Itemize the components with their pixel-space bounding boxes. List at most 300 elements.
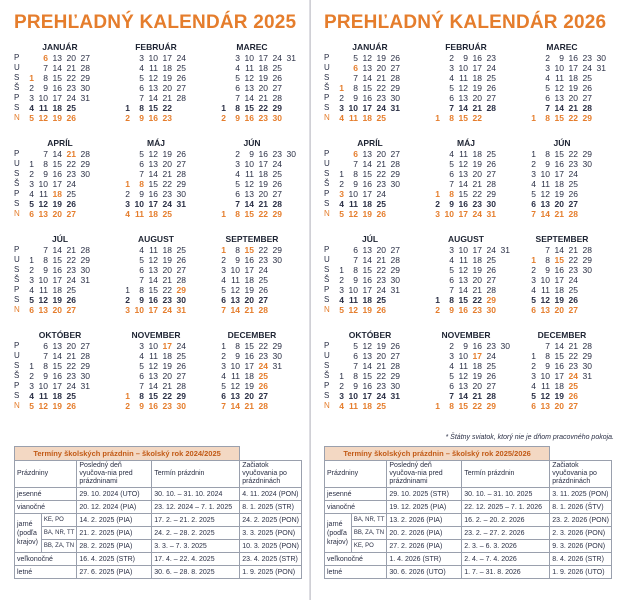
calendar-day: 26 [176, 255, 186, 265]
calendar-day: 5 [449, 371, 454, 381]
calendar-day: 4 [221, 371, 226, 381]
calendar-day: 23 [376, 179, 386, 189]
calendar-day: 2 [221, 255, 226, 265]
calendar-day: 5 [235, 179, 240, 189]
weekday-letter: S [14, 391, 20, 400]
calendar-day: 27 [272, 83, 282, 93]
calendar-day: 22 [376, 83, 386, 93]
month-september [204, 234, 300, 316]
row-regions: BA, NR, TT [351, 514, 387, 527]
calendar-day: 26 [568, 295, 578, 305]
calendar-day: 1 [531, 113, 536, 123]
weekday-row [322, 149, 418, 159]
weekday-row [108, 113, 204, 123]
calendar-day: 20 [376, 63, 386, 73]
month-name: MAREC [236, 42, 268, 52]
calendar-day: 24 [486, 351, 496, 361]
calendar-day: 1 [435, 189, 440, 199]
weekday-letter: P [324, 245, 330, 254]
calendar-day: 29 [582, 351, 592, 361]
calendar-day: 31 [390, 285, 400, 295]
calendar-day: 15 [554, 149, 564, 159]
calendar-day: 16 [362, 381, 372, 391]
calendar-day: 2 [545, 53, 550, 63]
calendar-day: 14 [148, 93, 158, 103]
month-name: APRÍL [357, 138, 383, 148]
calendar-day: 4 [339, 295, 344, 305]
calendar-day: 1 [339, 265, 344, 275]
calendar-day: 30 [390, 381, 400, 391]
weekday-row [418, 199, 514, 209]
calendar-day: 17 [52, 381, 62, 391]
calendar-day: 5 [221, 285, 226, 295]
weekday-row [108, 275, 204, 285]
weekday-row [322, 199, 418, 209]
row-start: 9. 3. 2026 (PON) [550, 540, 612, 553]
calendar-day: 24 [162, 199, 172, 209]
calendar-day: 6 [353, 149, 358, 159]
calendar-day: 28 [582, 245, 592, 255]
calendar-day: 28 [582, 341, 592, 351]
calendar-day: 3 [339, 189, 344, 199]
weekday-row [322, 295, 418, 305]
calendar-day: 4 [29, 189, 34, 199]
calendar-day: 2 [339, 93, 344, 103]
calendar-day: 31 [390, 103, 400, 113]
calendar-day: 27 [176, 265, 186, 275]
weekday-row [514, 83, 610, 93]
calendar-day: 2 [339, 381, 344, 391]
calendar-day: 29 [486, 189, 496, 199]
calendar-day: 2 [29, 371, 34, 381]
month-name: MÁJ [147, 138, 165, 148]
calendar-day: 24 [568, 275, 578, 285]
calendar-day: 1 [531, 255, 536, 265]
calendar-day: 12 [148, 255, 158, 265]
calendar-day: 13 [52, 341, 62, 351]
calendar-day: 5 [339, 305, 344, 315]
weekday-row [322, 103, 418, 113]
spring-label: jarné (podľa krajov) [15, 514, 42, 553]
calendar-day: 7 [43, 63, 48, 73]
weekday-row [514, 199, 610, 209]
calendar-day: 20 [554, 199, 564, 209]
calendar-day: 14 [52, 149, 62, 159]
calendar-day: 10 [148, 341, 158, 351]
calendar-day: 13 [148, 159, 158, 169]
calendar-day: 1 [339, 169, 344, 179]
weekday-row [12, 149, 108, 159]
month-apríl [12, 138, 108, 220]
month-december [204, 330, 300, 412]
month-august [108, 234, 204, 316]
weekday-row [322, 83, 418, 93]
calendar-day: 28 [80, 245, 90, 255]
calendar-day: 1 [531, 149, 536, 159]
calendar-day: 3 [29, 179, 34, 189]
calendar-day: 16 [458, 199, 468, 209]
calendar-day: 8 [235, 245, 240, 255]
calendar-day: 20 [52, 209, 62, 219]
row-term: 2. 3. – 6. 3. 2026 [462, 540, 550, 553]
weekday-row [514, 63, 610, 73]
calendar-day: 6 [139, 265, 144, 275]
calendar-day: 3 [125, 199, 130, 209]
row-start: 1. 9. 2025 (PON) [240, 566, 302, 579]
calendar-day: 1 [435, 295, 440, 305]
calendar-day: 19 [554, 295, 564, 305]
row-last-day: 19. 12. 2025 (PIA) [387, 501, 462, 514]
calendar-day: 15 [554, 113, 564, 123]
month-name: SEPTEMBER [535, 234, 589, 244]
calendar-day: 15 [148, 391, 158, 401]
calendar-day: 9 [559, 53, 564, 63]
calendar-day: 5 [531, 295, 536, 305]
calendar-day: 29 [176, 285, 186, 295]
row-last-day: 30. 6. 2026 (UTO) [387, 566, 462, 579]
weekday-letter: S [14, 199, 20, 208]
weekday-letter: S [324, 361, 330, 370]
calendar-day: 12 [458, 83, 468, 93]
calendar-day: 15 [458, 295, 468, 305]
weekday-row [204, 295, 300, 305]
calendar-day: 20 [554, 401, 564, 411]
weekday-row [204, 341, 300, 351]
calendar-day: 19 [472, 371, 482, 381]
calendar-day: 25 [66, 103, 76, 113]
calendar-day: 31 [486, 209, 496, 219]
weekday-letter: U [324, 351, 330, 360]
calendar-day: 15 [362, 371, 372, 381]
row-label: letné [15, 566, 77, 579]
weekday-row [322, 255, 418, 265]
calendar-day: 11 [459, 149, 468, 159]
calendar-day: 13 [458, 169, 468, 179]
calendar-day: 3 [545, 63, 550, 73]
calendar-day: 16 [244, 113, 254, 123]
calendar-day: 3 [235, 53, 240, 63]
calendar-day: 6 [531, 401, 536, 411]
calendar-day: 21 [376, 255, 386, 265]
calendar-day: 8 [43, 255, 48, 265]
weekday-row [108, 381, 204, 391]
weekday-row [108, 361, 204, 371]
calendar-day: 22 [162, 391, 172, 401]
calendar-day: 27 [582, 93, 592, 103]
table-row [325, 553, 612, 566]
weekday-letter: P [14, 149, 20, 158]
calendar-day: 17 [554, 169, 564, 179]
weekday-row [204, 209, 300, 219]
calendar-day: 27 [390, 63, 400, 73]
calendar-day: 11 [39, 285, 48, 295]
calendar-day: 9 [235, 351, 240, 361]
weekday-row [204, 113, 300, 123]
calendar-day: 24 [176, 53, 186, 63]
weekday-row [108, 285, 204, 295]
calendar-day: 31 [500, 245, 510, 255]
calendar-day: 9 [139, 189, 144, 199]
calendar-day: 22 [162, 103, 172, 113]
calendar-day: 29 [176, 179, 186, 189]
table-caption: Termíny školských prázdnin – školský rok 2025/2026 [325, 447, 550, 461]
calendar-day: 12 [554, 83, 564, 93]
calendar-day: 29 [486, 401, 496, 411]
calendar-day: 6 [353, 63, 358, 73]
weekday-row [514, 285, 610, 295]
calendar-day: 25 [66, 189, 76, 199]
weekday-row [418, 53, 514, 63]
calendar-day: 21 [376, 73, 386, 83]
table-caption: Termíny školských prázdnin – školský rok 2024/2025 [15, 447, 240, 461]
row-regions: BB, ZA, TN [351, 527, 387, 540]
calendar-day: 22 [376, 169, 386, 179]
calendar-day: 3 [531, 275, 536, 285]
calendar-day: 24 [486, 63, 496, 73]
weekday-letter: U [324, 159, 330, 168]
header-holidays: Prázdniny [325, 461, 387, 488]
calendar-day: 20 [162, 265, 172, 275]
row-start: 3. 11. 2025 (PON) [550, 488, 612, 501]
calendar-day: 3 [339, 103, 344, 113]
row-last-day: 16. 4. 2025 (STR) [77, 553, 152, 566]
calendar-day: 15 [244, 245, 254, 255]
calendar-day: 15 [148, 103, 158, 113]
calendar-day: 14 [148, 381, 158, 391]
weekday-row [514, 113, 610, 123]
weekday-letter: U [14, 159, 20, 168]
weekday-row [12, 245, 108, 255]
weekday-row [204, 361, 300, 371]
calendar-day: 17 [148, 199, 158, 209]
calendar-day: 20 [472, 169, 482, 179]
calendar-day: 14 [362, 255, 372, 265]
calendar-day: 7 [221, 305, 226, 315]
month-name: FEBRUÁR [445, 42, 487, 52]
weekday-row [514, 401, 610, 411]
calendar-day: 26 [486, 83, 496, 93]
calendar-day: 31 [272, 361, 282, 371]
calendar-day: 21 [472, 103, 482, 113]
calendar-day: 28 [568, 209, 578, 219]
calendar-day: 30 [176, 295, 186, 305]
weekday-row [204, 401, 300, 411]
weekday-row [108, 265, 204, 275]
calendar-day: 10 [458, 63, 468, 73]
calendar-day: 13 [148, 371, 158, 381]
calendar-day: 9 [139, 401, 144, 411]
calendar-day: 25 [272, 169, 282, 179]
calendar-day: 25 [376, 199, 386, 209]
calendar-day: 22 [568, 113, 578, 123]
calendar-day: 14 [52, 245, 62, 255]
weekday-row [514, 361, 610, 371]
weekday-row [12, 83, 108, 93]
calendar-day: 27 [176, 371, 186, 381]
calendar-day: 11 [149, 63, 158, 73]
row-term: 22. 12. 2025 – 7. 1. 2026 [462, 501, 550, 514]
calendar-day: 19 [244, 285, 254, 295]
weekday-letter: P [324, 93, 330, 102]
calendar-day: 17 [472, 63, 482, 73]
calendar-day: 15 [148, 285, 158, 295]
calendar-day: 20 [376, 351, 386, 361]
calendar-day: 5 [221, 381, 226, 391]
weekday-letter: Š [14, 371, 20, 380]
calendar-day: 5 [545, 83, 550, 93]
calendar-day: 21 [66, 63, 76, 73]
calendar-day: 6 [139, 371, 144, 381]
header-last-day: Posledný deň vyučova-nia pred prázdninami [387, 461, 462, 488]
calendar-day: 30 [500, 341, 510, 351]
calendar-day: 16 [52, 83, 62, 93]
calendar-day: 7 [545, 341, 550, 351]
weekday-letter: U [324, 63, 330, 72]
calendar-day: 16 [244, 255, 254, 265]
calendar-day: 30 [80, 265, 90, 275]
calendar-day: 7 [43, 245, 48, 255]
weekday-row [418, 103, 514, 113]
calendar-day: 30 [176, 189, 186, 199]
calendar-day: 18 [472, 255, 482, 265]
calendar-day: 8 [449, 189, 454, 199]
calendar-day: 20 [472, 275, 482, 285]
calendar-day: 1 [125, 285, 130, 295]
table-row [15, 553, 302, 566]
calendar-day: 11 [541, 179, 550, 189]
calendar-day: 5 [139, 255, 144, 265]
calendar-day: 11 [245, 169, 254, 179]
calendar-day: 24 [582, 63, 592, 73]
month-február [418, 42, 514, 124]
row-label: vianočné [15, 501, 77, 514]
row-last-day: 20. 12. 2024 (PIA) [77, 501, 152, 514]
weekday-row [12, 285, 108, 295]
calendar-day: 26 [66, 199, 76, 209]
calendar-day: 28 [176, 169, 186, 179]
row-term: 2. 4. – 7. 4. 2026 [462, 553, 550, 566]
month-október [12, 330, 108, 412]
calendar-day: 21 [568, 341, 578, 351]
calendar-day: 29 [80, 159, 90, 169]
calendar-day: 17 [472, 245, 482, 255]
calendar-day: 6 [139, 83, 144, 93]
calendar-day: 10 [348, 103, 358, 113]
calendar-day: 19 [52, 199, 62, 209]
calendar-day: 12 [244, 179, 254, 189]
calendar-day: 2 [29, 265, 34, 275]
calendar-day: 5 [235, 73, 240, 83]
calendar-day: 2 [339, 179, 344, 189]
weekday-row [322, 159, 418, 169]
weekday-row [12, 275, 108, 285]
calendar-day: 16 [52, 169, 62, 179]
weekday-row [514, 371, 610, 381]
calendar-day: 29 [582, 113, 592, 123]
calendar-day: 10 [148, 53, 158, 63]
calendar-day: 7 [221, 401, 226, 411]
weekday-row [514, 245, 610, 255]
calendar-day: 23 [568, 361, 578, 371]
calendar-day: 20 [244, 295, 254, 305]
calendar-day: 24 [376, 189, 386, 199]
calendar-day: 25 [486, 73, 496, 83]
weekday-row [204, 179, 300, 189]
month-name: SEPTEMBER [225, 234, 279, 244]
calendar-day: 9 [545, 361, 550, 371]
calendar-day: 6 [235, 189, 240, 199]
calendar-day: 6 [353, 245, 358, 255]
calendar-day: 13 [52, 53, 62, 63]
calendar-day: 21 [162, 93, 172, 103]
calendar-day: 19 [52, 113, 62, 123]
weekday-row [322, 341, 418, 351]
calendar-day: 17 [554, 371, 564, 381]
calendar-day: 5 [339, 209, 344, 219]
calendar-day: 24 [162, 305, 172, 315]
weekday-letter: Š [14, 179, 20, 188]
calendar-day: 23 [568, 159, 578, 169]
calendar-day: 27 [486, 93, 496, 103]
calendar-day: 19 [162, 149, 172, 159]
calendar-day: 20 [472, 93, 482, 103]
calendar-day: 27 [390, 149, 400, 159]
row-term: 30. 10. – 31. 10. 2025 [462, 488, 550, 501]
calendar-day: 4 [29, 391, 34, 401]
calendar-day: 23 [162, 189, 172, 199]
calendar-day: 24 [258, 361, 268, 371]
calendar-day: 2 [29, 169, 34, 179]
weekday-row [12, 169, 108, 179]
weekday-row [108, 83, 204, 93]
calendar-day: 23 [258, 113, 268, 123]
weekday-row [514, 93, 610, 103]
weekday-letter: P [324, 53, 330, 62]
weekday-letter: P [324, 341, 330, 350]
calendar-day: 9 [249, 149, 254, 159]
calendar-day: 8 [545, 351, 550, 361]
calendar-day: 27 [486, 169, 496, 179]
row-start: 24. 2. 2025 (PON) [240, 514, 302, 527]
calendar-day: 27 [80, 341, 90, 351]
calendar-day: 13 [244, 83, 254, 93]
weekday-row [322, 401, 418, 411]
calendar-day: 29 [80, 255, 90, 265]
calendar-day: 29 [390, 265, 400, 275]
weekday-letter: P [324, 149, 330, 158]
weekday-letter: Š [14, 275, 20, 284]
month-name: JÚL [51, 234, 69, 244]
calendar-day: 16 [148, 295, 158, 305]
calendar-day: 10 [458, 245, 468, 255]
calendar-day: 10 [540, 169, 550, 179]
calendar-day: 4 [339, 401, 344, 411]
calendar-day: 30 [596, 53, 606, 63]
weekday-row [418, 295, 514, 305]
calendar-day: 2 [125, 295, 130, 305]
weekday-letter: S [324, 199, 330, 208]
calendar-day: 1 [221, 245, 226, 255]
calendar-day: 4 [531, 381, 536, 391]
calendar-day: 27 [176, 83, 186, 93]
calendar-day: 25 [568, 285, 578, 295]
calendar-day: 4 [221, 275, 226, 285]
calendar-day: 30 [390, 93, 400, 103]
calendar-day: 2 [435, 199, 440, 209]
weekday-letter: S [14, 169, 20, 178]
calendar-day: 22 [568, 255, 578, 265]
calendar-day: 5 [531, 189, 536, 199]
